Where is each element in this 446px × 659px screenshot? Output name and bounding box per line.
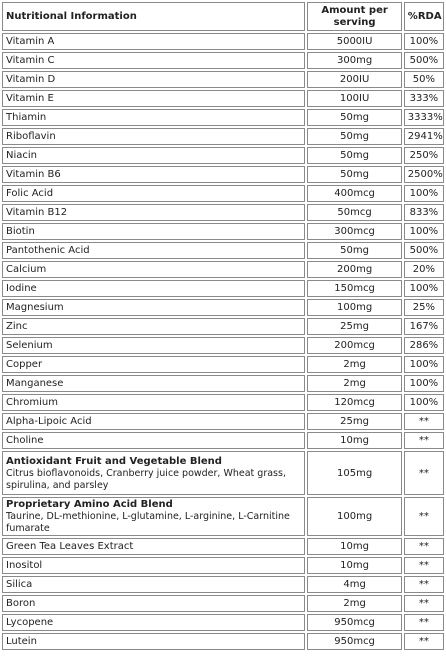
table-row [2,595,444,612]
rda-cell: 100% [404,356,444,373]
rda-cell: ** [404,614,444,631]
blend-description: Citrus bioflavonoids, Cranberry juice powder, Wheat grass, spirulina, and parsley [6,467,286,491]
table-row [2,413,444,430]
amount-cell: 50mg [307,109,401,126]
table-body [2,33,444,650]
amount-cell: 200mcg [307,337,401,354]
rda-cell: 100% [404,223,444,240]
table-row [2,166,444,183]
rda-cell: 167% [404,318,444,335]
amount-cell: 25mg [307,413,401,430]
rda-cell: 2941% [404,128,444,145]
header-nutritional-information: Nutritional Information [2,2,305,31]
amount-cell: 400mcg [307,185,401,202]
table-row [2,633,444,650]
amount-cell: 100IU [307,90,401,107]
amount-cell: 50mg [307,128,401,145]
amount-cell: 950mcg [307,614,401,631]
rda-cell: 100% [404,185,444,202]
rda-cell: 286% [404,337,444,354]
table-row [2,432,444,449]
amount-cell: 50mg [307,147,401,164]
nutrient-name: Vitamin E [2,90,305,107]
nutrient-name: Manganese [2,375,305,392]
rda-cell: 3333% [404,109,444,126]
nutrient-name: Inositol [2,557,305,574]
table-row [2,375,444,392]
nutrient-name: Chromium [2,394,305,411]
rda-cell: ** [404,432,444,449]
rda-cell: 250% [404,147,444,164]
table-row [2,614,444,631]
rda-cell: ** [404,576,444,593]
table-row [2,337,444,354]
blend-name-cell [2,497,305,536]
table-row [2,185,444,202]
rda-cell: ** [404,451,444,495]
blend-description: Taurine, DL-methionine, L-glutamine, L-arginine, L-Carnitine fumarate [6,511,290,534]
rda-cell: 100% [404,280,444,297]
table-row [2,33,444,50]
amount-cell: 105mg [307,451,401,495]
nutrient-name: Vitamin D [2,71,305,88]
table-row [2,557,444,574]
table-row [2,90,444,107]
rda-cell: ** [404,557,444,574]
amount-cell: 50mg [307,242,401,259]
nutrient-name: Vitamin C [2,52,305,69]
amount-cell: 2mg [307,595,401,612]
table-row [2,223,444,240]
table-row [2,261,444,278]
nutrient-name: Magnesium [2,299,305,316]
rda-cell: ** [404,497,444,536]
nutrient-name: Riboflavin [2,128,305,145]
nutrient-name: Pantothenic Acid [2,242,305,259]
table-row [2,318,444,335]
header-row [2,2,444,31]
nutrient-name: Zinc [2,318,305,335]
amount-cell: 300mg [307,52,401,69]
amount-cell: 25mg [307,318,401,335]
amount-cell: 200mg [307,261,401,278]
rda-cell: 50% [404,71,444,88]
amount-cell: 4mg [307,576,401,593]
nutrient-name: Vitamin B12 [2,204,305,221]
amount-cell: 2mg [307,356,401,373]
table-row [2,356,444,373]
blend-name-cell [2,451,305,495]
table-row [2,71,444,88]
table-row [2,576,444,593]
nutrient-name: Biotin [2,223,305,240]
rda-cell: 2500% [404,166,444,183]
nutrient-name: Folic Acid [2,185,305,202]
table-row [2,242,444,259]
nutrient-name: Lycopene [2,614,305,631]
rda-cell: 100% [404,33,444,50]
amount-cell: 300mcg [307,223,401,240]
blend-row [2,451,444,495]
amount-cell: 2mg [307,375,401,392]
rda-cell: 500% [404,52,444,69]
amount-cell: 50mcg [307,204,401,221]
nutrient-name: Alpha-Lipoic Acid [2,413,305,430]
table-row [2,147,444,164]
amount-cell: 5000IU [307,33,401,50]
amount-cell: 10mg [307,538,401,555]
table-row [2,52,444,69]
nutrient-name: Selenium [2,337,305,354]
amount-cell: 10mg [307,432,401,449]
amount-cell: 120mcg [307,394,401,411]
table-row [2,128,444,145]
nutrient-name: Copper [2,356,305,373]
blend-title: Antioxidant Fruit and Vegetable Blend [6,455,222,467]
blend-row [2,497,444,536]
nutrient-name: Thiamin [2,109,305,126]
amount-cell: 150mcg [307,280,401,297]
amount-cell: 200IU [307,71,401,88]
amount-cell: 10mg [307,557,401,574]
nutrient-name: Calcium [2,261,305,278]
rda-cell: ** [404,633,444,650]
nutrient-name: Boron [2,595,305,612]
rda-cell: 500% [404,242,444,259]
rda-cell: ** [404,413,444,430]
table-row [2,538,444,555]
amount-cell: 50mg [307,166,401,183]
blend-title: Proprietary Amino Acid Blend [6,499,173,510]
table-row [2,204,444,221]
rda-cell: 833% [404,204,444,221]
rda-cell: ** [404,595,444,612]
rda-cell: 100% [404,394,444,411]
nutrient-name: Lutein [2,633,305,650]
rda-cell: 100% [404,375,444,392]
nutrient-name: Vitamin B6 [2,166,305,183]
rda-cell: ** [404,538,444,555]
table-row [2,394,444,411]
nutrient-name: Niacin [2,147,305,164]
nutrient-name: Vitamin A [2,33,305,50]
rda-cell: 25% [404,299,444,316]
nutrient-name: Choline [2,432,305,449]
nutrient-name: Iodine [2,280,305,297]
nutrient-name: Silica [2,576,305,593]
table-row [2,280,444,297]
nutrient-name: Green Tea Leaves Extract [2,538,305,555]
amount-cell: 100mg [307,299,401,316]
amount-cell: 950mcg [307,633,401,650]
rda-cell: 20% [404,261,444,278]
table-row [2,299,444,316]
header-rda: %RDA [404,2,444,31]
rda-cell: 333% [404,90,444,107]
header-amount-per-serving: Amount per serving [307,2,401,31]
table-row [2,109,444,126]
amount-cell: 100mg [307,497,401,536]
